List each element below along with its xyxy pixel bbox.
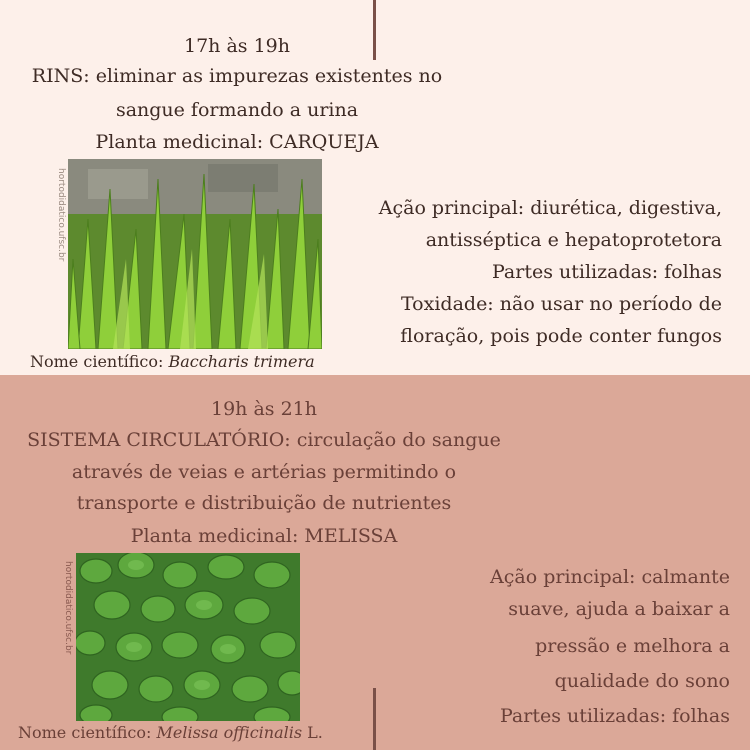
carqueja-photo	[68, 159, 322, 349]
rins-scientific-name-value: Baccharis trimera	[168, 352, 315, 371]
circulatorio-section	[0, 375, 750, 750]
circulatorio-scientific-suffix: L.	[302, 723, 323, 742]
circulatorio-info-line-5: Partes utilizadas: folhas	[500, 705, 730, 727]
melissa-watermark: hortodidatico.ufsc.br	[63, 561, 73, 655]
rins-description-line1: RINS: eliminar as impurezas existentes no	[31, 65, 443, 87]
rins-time: 17h às 19h	[184, 35, 290, 57]
rins-info-line-2: antisséptica e hepatoprotetora	[425, 229, 722, 251]
circulatorio-info-line-3: pressão e melhora a	[535, 635, 730, 657]
rins-info-line-4: Toxidade: não usar no período de	[400, 293, 722, 315]
rins-plant: Planta medicinal: CARQUEJA	[95, 131, 379, 153]
circulatorio-description-line1: SISTEMA CIRCULATÓRIO: circulação do sangue	[27, 429, 501, 451]
rins-scientific-label: Nome científico:	[30, 352, 169, 371]
circulatorio-time: 19h às 21h	[211, 398, 317, 420]
rins-description-line2: sangue formando a urina	[115, 99, 359, 121]
circulatorio-description-line3: transporte e distribuição de nutrientes	[76, 492, 452, 514]
circulatorio-scientific-name	[18, 723, 323, 743]
circulatorio-scientific-name-value: Melissa officinalis	[156, 723, 303, 742]
rins-scientific-name	[30, 352, 315, 372]
rins-info-line-5: floração, pois pode conter fungos	[400, 325, 722, 347]
circulatorio-info-line-1: Ação principal: calmante	[490, 566, 730, 588]
circulatorio-description-line2: através de veias e artérias permitindo o	[71, 461, 457, 483]
rins-info-line-3: Partes utilizadas: folhas	[492, 261, 722, 283]
carqueja-watermark: hortodidatico.ufsc.br	[56, 168, 66, 262]
timeline-divider-bottom	[373, 688, 376, 750]
circulatorio-plant: Planta medicinal: MELISSA	[130, 525, 398, 547]
circulatorio-info-line-4: qualidade do sono	[554, 670, 730, 692]
melissa-photo	[76, 553, 300, 721]
circulatorio-info-line-2: suave, ajuda a baixar a	[508, 598, 730, 620]
rins-info-line-1: Ação principal: diurética, digestiva,	[378, 197, 722, 219]
circulatorio-scientific-label: Nome científico:	[18, 723, 157, 742]
